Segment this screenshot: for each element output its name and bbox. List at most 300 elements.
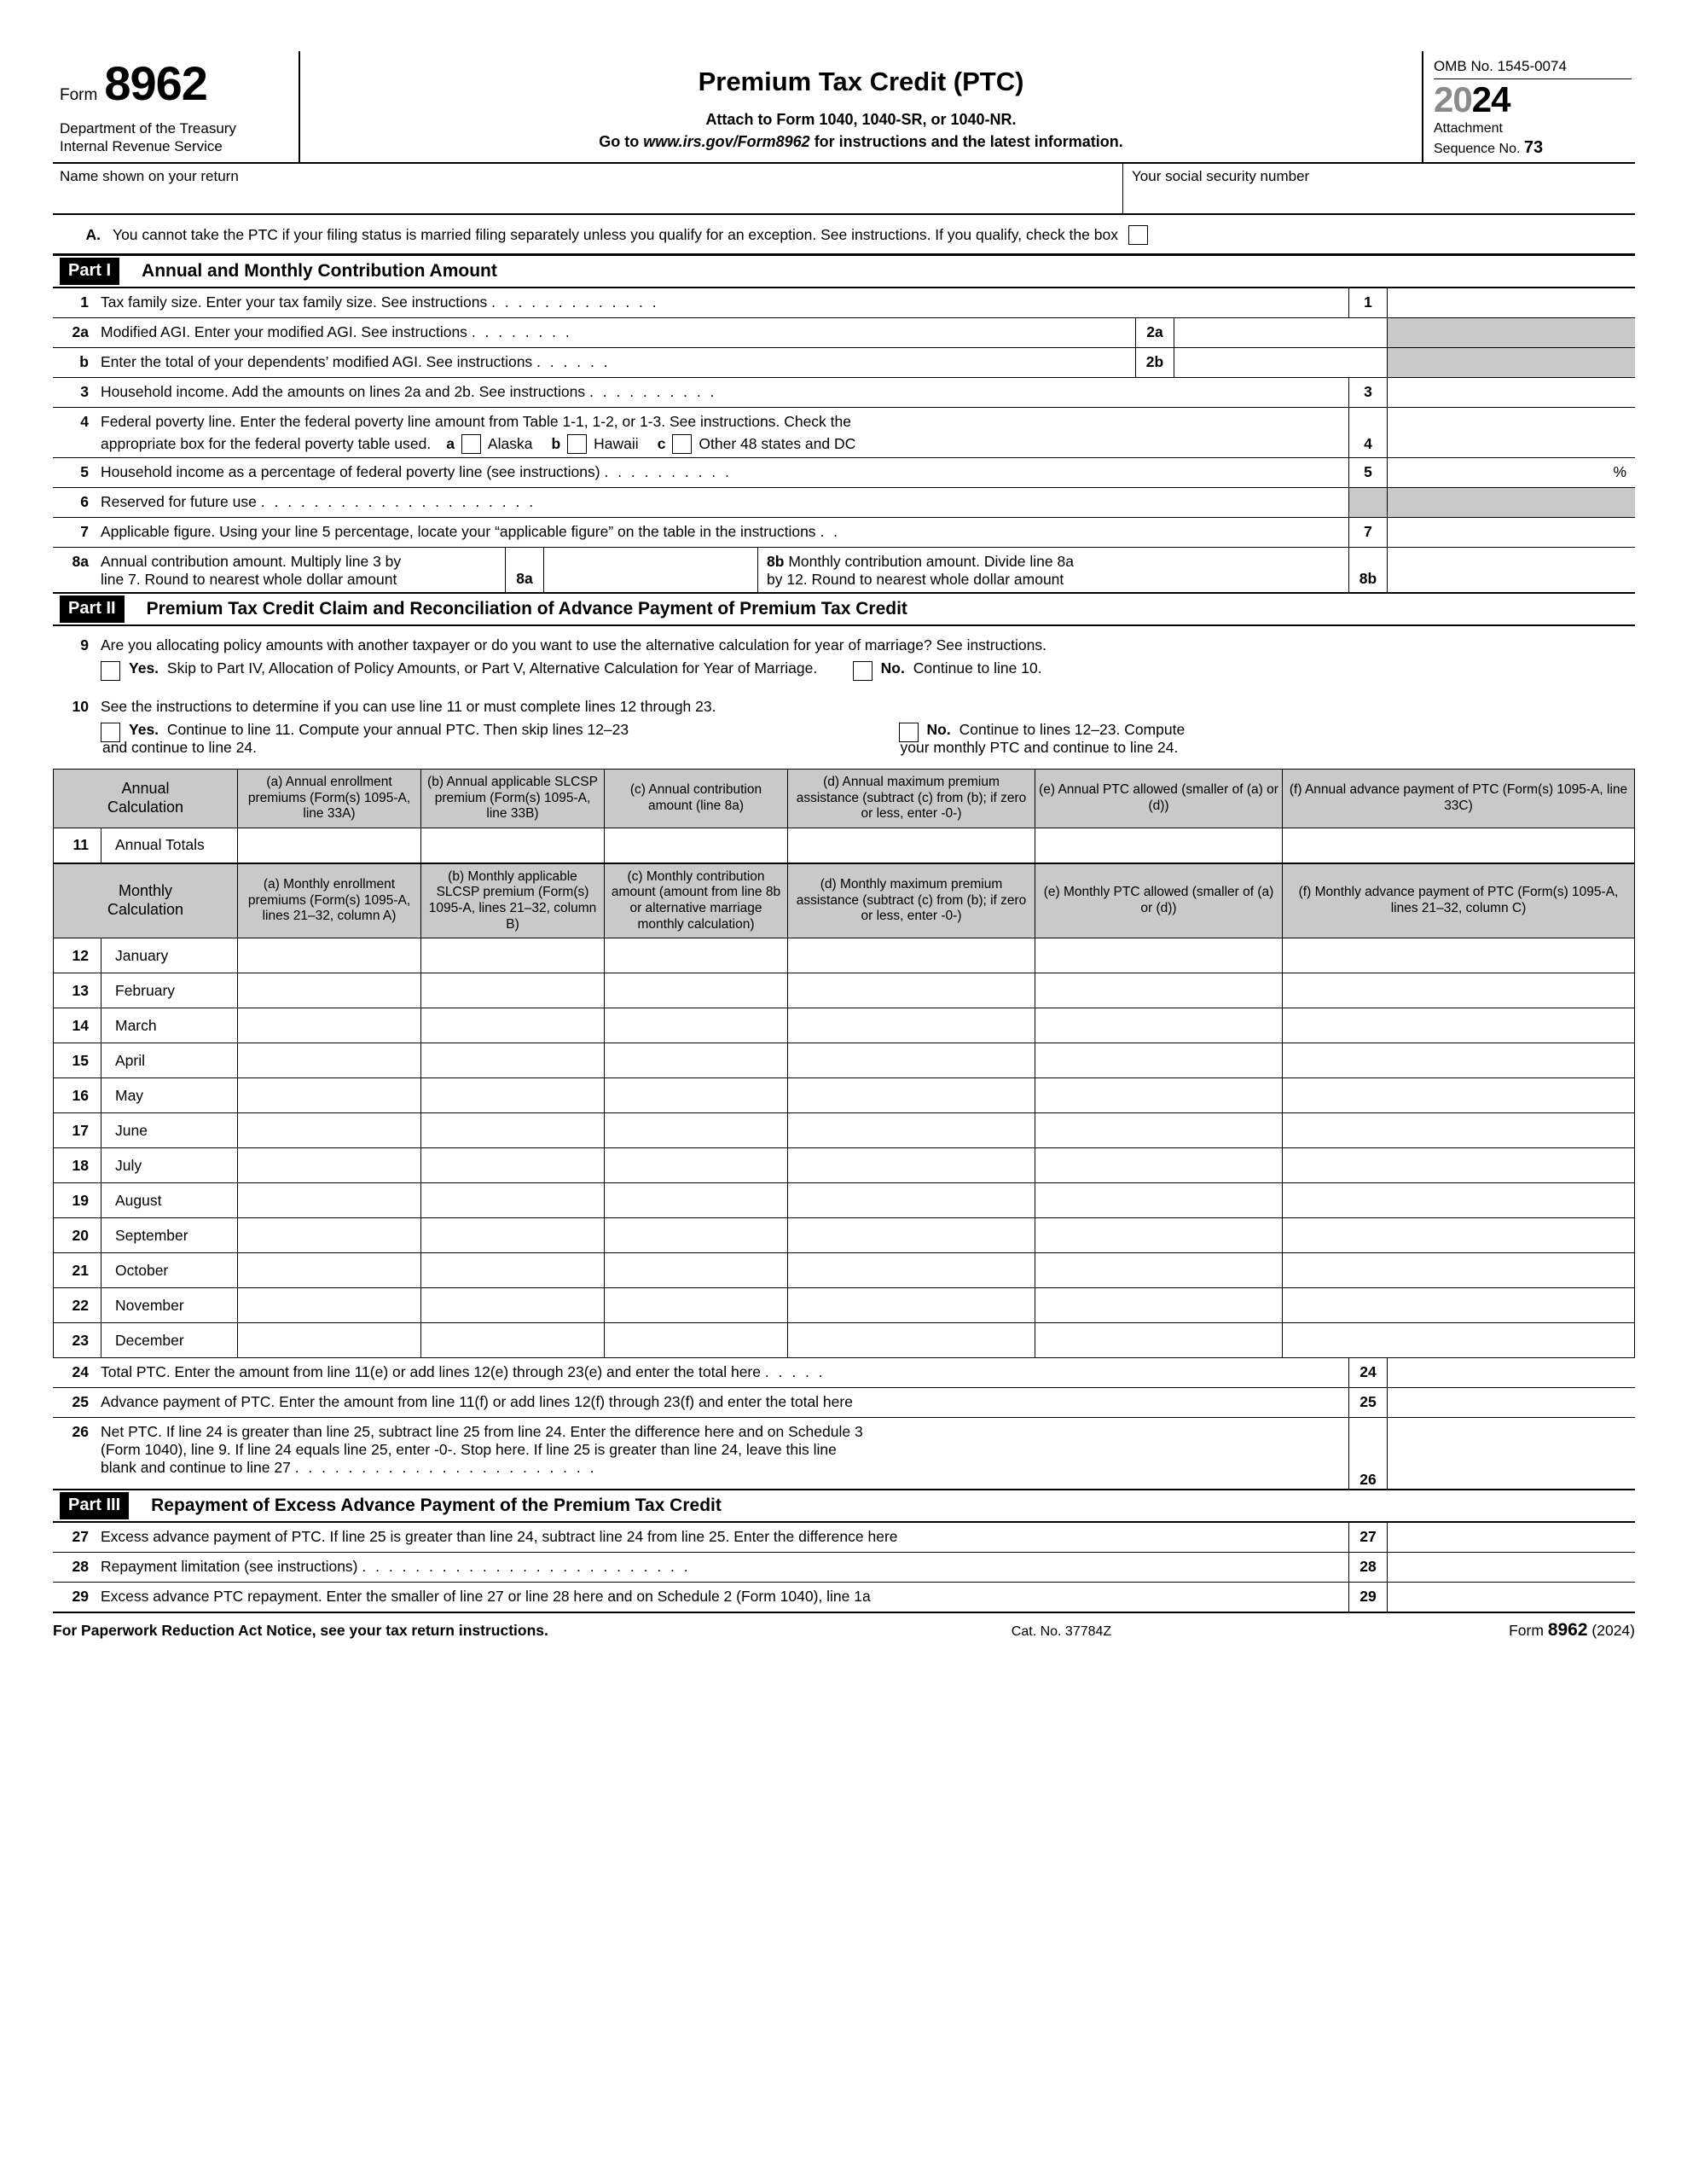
line-25-box-number: 25 bbox=[1348, 1388, 1388, 1417]
header-center bbox=[300, 51, 1422, 162]
month-row-name: June bbox=[101, 1113, 238, 1148]
line-8a-box-number: 8a bbox=[505, 548, 544, 592]
month-cell-c[interactable] bbox=[605, 1043, 788, 1078]
month-cell-b[interactable] bbox=[421, 938, 605, 973]
line-10-yes-label: Yes. bbox=[129, 721, 159, 739]
line-4-amount-field[interactable] bbox=[1388, 408, 1635, 457]
line-3-text bbox=[101, 378, 1348, 407]
month-cell-d[interactable] bbox=[788, 938, 1035, 973]
month-row-name: January bbox=[101, 938, 238, 973]
monthly-col-b: (b) Monthly applicable SLCSP premium (Form(s) 1095-A, lines 21–32, column B) bbox=[421, 863, 605, 938]
line-24-row bbox=[53, 1358, 1635, 1388]
line-2a-number: 2a bbox=[72, 323, 89, 341]
line-8a-text-1: Annual contribution amount. Multiply line 3 by bbox=[101, 553, 402, 571]
line-27-box-number: 27 bbox=[1348, 1523, 1388, 1552]
line-8a-text bbox=[101, 548, 505, 592]
month-cell-b[interactable] bbox=[421, 1078, 605, 1113]
month-cell-f[interactable] bbox=[1283, 1218, 1635, 1253]
month-cell-e[interactable] bbox=[1035, 1183, 1283, 1218]
line-28-amount-field[interactable] bbox=[1388, 1553, 1635, 1582]
month-cell-a[interactable] bbox=[238, 1113, 421, 1148]
line-10-row bbox=[53, 684, 1635, 769]
goto-prefix: Go to bbox=[599, 133, 644, 150]
line-26-text bbox=[101, 1418, 1348, 1489]
table-row bbox=[54, 1323, 1635, 1358]
month-cell-b[interactable] bbox=[421, 1253, 605, 1288]
line-a-checkbox[interactable] bbox=[1128, 225, 1148, 245]
month-row-name: December bbox=[101, 1323, 238, 1358]
line-7-dots: . . bbox=[820, 523, 841, 541]
month-row-name: March bbox=[101, 1008, 238, 1043]
month-cell-f[interactable] bbox=[1283, 1148, 1635, 1183]
line-6-row bbox=[53, 488, 1635, 518]
sequence-label: Sequence No. bbox=[1434, 142, 1521, 157]
month-row-number: 19 bbox=[54, 1183, 101, 1218]
tax-year-prefix: 20 bbox=[1434, 79, 1472, 119]
line-26-number: 26 bbox=[72, 1423, 89, 1441]
line-9-number: 9 bbox=[80, 636, 89, 654]
line-10-no-option[interactable] bbox=[899, 721, 1186, 757]
month-cell-c[interactable] bbox=[605, 973, 788, 1008]
month-cell-f[interactable] bbox=[1283, 938, 1635, 973]
month-cell-e[interactable] bbox=[1035, 1043, 1283, 1078]
line-10-no-label: No. bbox=[926, 721, 951, 739]
line-27-row bbox=[53, 1523, 1635, 1553]
line-10-text bbox=[101, 693, 1635, 760]
name-field[interactable] bbox=[53, 164, 1123, 213]
line-26-text-2: (Form 1040), line 9. If line 24 equals line 25, enter -0-. Stop here. If line 25 is greater than line 24, leave this line bbox=[101, 1441, 837, 1459]
month-cell-a[interactable] bbox=[238, 1043, 421, 1078]
month-cell-e[interactable] bbox=[1035, 1078, 1283, 1113]
line-9-no-option[interactable] bbox=[853, 659, 1042, 681]
line-7-label: Applicable figure. Using your line 5 percentage, locate your “applicable figure” on the table in the instructions bbox=[101, 523, 816, 541]
line-8a-number: 8a bbox=[72, 553, 89, 571]
goto-instruction bbox=[309, 133, 1413, 151]
line-28-text bbox=[101, 1553, 1348, 1582]
line-27-text: Excess advance payment of PTC. If line 25 is greater than line 24, subtract line 24 from line 25. Enter the difference here bbox=[101, 1528, 898, 1546]
line-4-opt-a-text: Alaska bbox=[487, 435, 533, 453]
line-9-yes-text: Skip to Part IV, Allocation of Policy Amounts, or Part V, Alternative Calculation for Year of Marriage. bbox=[166, 659, 818, 677]
month-cell-a[interactable] bbox=[238, 1288, 421, 1323]
line-2a-dots: . . . . . . . . bbox=[471, 323, 572, 341]
month-row-number: 13 bbox=[54, 973, 101, 1008]
line-9-no-label: No. bbox=[880, 659, 905, 677]
catalog-number: Cat. No. 37784Z bbox=[1011, 1624, 1112, 1640]
footer-form-year: (2024) bbox=[1591, 1622, 1635, 1640]
line-26-row bbox=[53, 1418, 1635, 1490]
line-24-box-number: 24 bbox=[1348, 1358, 1388, 1387]
monthly-rows bbox=[54, 938, 1635, 1358]
month-row-name: February bbox=[101, 973, 238, 1008]
line-8a-amount-field[interactable] bbox=[544, 548, 758, 592]
line-5-text bbox=[101, 458, 1348, 487]
monthly-col-a: (a) Monthly enrollment premiums (Form(s) 1095-A, lines 21–32, column A) bbox=[238, 863, 421, 938]
month-cell-c[interactable] bbox=[605, 1078, 788, 1113]
tax-year-suffix: 24 bbox=[1471, 79, 1510, 119]
month-cell-c[interactable] bbox=[605, 1253, 788, 1288]
line-11-label: Annual Totals bbox=[101, 828, 238, 863]
month-cell-a[interactable] bbox=[238, 1183, 421, 1218]
monthly-col-d: (d) Monthly maximum premium assistance (subtract (c) from (b); if zero or less, enter -0-) bbox=[788, 863, 1035, 938]
line-11-cell-f[interactable] bbox=[1283, 828, 1635, 863]
line-7-number: 7 bbox=[80, 523, 89, 541]
month-cell-c[interactable] bbox=[605, 1148, 788, 1183]
month-cell-b[interactable] bbox=[421, 1148, 605, 1183]
line-28-dots: . . . . . . . . . . . . . . . . . . . . . . . . . bbox=[362, 1558, 691, 1576]
line-5-label: Household income as a percentage of federal poverty line (see instructions) bbox=[101, 463, 600, 481]
line-1-amount-field[interactable] bbox=[1388, 288, 1635, 317]
line-3-number: 3 bbox=[80, 383, 89, 401]
month-cell-e[interactable] bbox=[1035, 1148, 1283, 1183]
line-5-box-number: 5 bbox=[1348, 458, 1388, 487]
line-11-cell-e[interactable] bbox=[1035, 828, 1283, 863]
month-cell-a[interactable] bbox=[238, 973, 421, 1008]
month-cell-a[interactable] bbox=[238, 1078, 421, 1113]
line-6-box-shaded bbox=[1348, 488, 1388, 517]
month-cell-b[interactable] bbox=[421, 1288, 605, 1323]
month-row-number: 18 bbox=[54, 1148, 101, 1183]
month-cell-e[interactable] bbox=[1035, 1008, 1283, 1043]
line-28-number: 28 bbox=[72, 1558, 89, 1576]
line-29-box-number: 29 bbox=[1348, 1583, 1388, 1612]
line-1-label: Tax family size. Enter your tax family size. See instructions bbox=[101, 293, 488, 311]
month-cell-f[interactable] bbox=[1283, 1078, 1635, 1113]
line-8b-label: 8b bbox=[767, 553, 785, 571]
month-cell-e[interactable] bbox=[1035, 973, 1283, 1008]
table-row bbox=[54, 1183, 1635, 1218]
month-cell-d[interactable] bbox=[788, 1323, 1035, 1358]
line-5-percent-symbol: % bbox=[1613, 463, 1626, 481]
month-cell-d[interactable] bbox=[788, 1253, 1035, 1288]
line-26-text-3: blank and continue to line 27 bbox=[101, 1459, 291, 1477]
line-2a-text bbox=[101, 318, 1135, 347]
month-cell-d[interactable] bbox=[788, 1113, 1035, 1148]
month-cell-f[interactable] bbox=[1283, 1288, 1635, 1323]
footer-form-id bbox=[1354, 1620, 1635, 1641]
table-row bbox=[54, 1113, 1635, 1148]
annual-col-d: (d) Annual maximum premium assistance (subtract (c) from (b); if zero or less, enter -0-) bbox=[788, 770, 1035, 828]
month-row-name: April bbox=[101, 1043, 238, 1078]
month-cell-d[interactable] bbox=[788, 973, 1035, 1008]
annual-col-e: (e) Annual PTC allowed (smaller of (a) or (d)) bbox=[1035, 770, 1283, 828]
month-cell-c[interactable] bbox=[605, 1183, 788, 1218]
line-3-box-number: 3 bbox=[1348, 378, 1388, 407]
line-1-number: 1 bbox=[80, 293, 89, 311]
line-4-text-1: Federal poverty line. Enter the federal poverty line amount from Table 1-1, 1-2, or 1-3. See instructions. Check the bbox=[101, 413, 851, 431]
month-row-number: 12 bbox=[54, 938, 101, 973]
dept-line-1: Department of the Treasury bbox=[60, 120, 236, 136]
line-4-checkbox-alaska[interactable] bbox=[461, 434, 481, 454]
line-9-text bbox=[101, 631, 1635, 684]
line-7-amount-field[interactable] bbox=[1388, 518, 1635, 547]
tax-year bbox=[1434, 79, 1635, 119]
line-5-dots: . . . . . . . . . . bbox=[604, 463, 732, 481]
line-2b-dots: . . . . . . bbox=[536, 353, 611, 371]
month-row-number: 17 bbox=[54, 1113, 101, 1148]
month-cell-f[interactable] bbox=[1283, 1043, 1635, 1078]
line-24-label: Total PTC. Enter the amount from line 11(e) or add lines 12(e) through 23(e) and enter the total here bbox=[101, 1363, 761, 1381]
month-cell-d[interactable] bbox=[788, 1183, 1035, 1218]
line-26-box-number: 26 bbox=[1348, 1418, 1388, 1489]
sequence-number: 73 bbox=[1523, 138, 1544, 158]
line-2b-number: b bbox=[79, 353, 89, 371]
line-28-box-number: 28 bbox=[1348, 1553, 1388, 1582]
line-3-dots: . . . . . . . . . . bbox=[589, 383, 717, 401]
line-11-cell-a[interactable] bbox=[238, 828, 421, 863]
monthly-calculation-label bbox=[54, 863, 238, 938]
line-27-amount-field[interactable] bbox=[1388, 1523, 1635, 1552]
month-row-number: 15 bbox=[54, 1043, 101, 1078]
line-11-cell-d[interactable] bbox=[788, 828, 1035, 863]
line-24-dots: . . . . . bbox=[764, 1363, 826, 1381]
month-row-number: 23 bbox=[54, 1323, 101, 1358]
month-row-name: August bbox=[101, 1183, 238, 1218]
line-6-text bbox=[101, 488, 1348, 517]
line-6-label: Reserved for future use bbox=[101, 493, 257, 511]
line-24-text bbox=[101, 1358, 1348, 1387]
month-cell-d[interactable] bbox=[788, 1148, 1035, 1183]
line-10-no-text-1: Continue to lines 12–23. Compute bbox=[959, 721, 1186, 739]
line-9-row bbox=[53, 626, 1635, 684]
month-cell-c[interactable] bbox=[605, 1113, 788, 1148]
annual-calculation-label bbox=[54, 770, 238, 828]
monthly-col-e: (e) Monthly PTC allowed (smaller of (a) or (d)) bbox=[1035, 863, 1283, 938]
month-cell-f[interactable] bbox=[1283, 1008, 1635, 1043]
line-25-amount-field[interactable] bbox=[1388, 1388, 1635, 1417]
line-6-dots: . . . . . . . . . . . . . . . . . . . . . bbox=[260, 493, 536, 511]
line-10-yes-text-2: and continue to line 24. bbox=[102, 739, 257, 757]
line-2b-text bbox=[101, 348, 1135, 377]
part-2-tag: Part II bbox=[60, 595, 125, 623]
line-11-cell-c[interactable] bbox=[605, 828, 788, 863]
form-word-label: Form bbox=[60, 86, 98, 104]
attach-instruction: Attach to Form 1040, 1040-SR, or 1040-NR. bbox=[705, 111, 1017, 128]
month-cell-d[interactable] bbox=[788, 1078, 1035, 1113]
line-24-amount-field[interactable] bbox=[1388, 1358, 1635, 1387]
line-11-number: 11 bbox=[54, 828, 101, 863]
line-2b-row bbox=[53, 348, 1635, 378]
attachment-label: Attachment bbox=[1434, 121, 1503, 136]
month-row-number: 16 bbox=[54, 1078, 101, 1113]
line-4-checkbox-other48[interactable] bbox=[672, 434, 692, 454]
line-6-shaded-cell bbox=[1388, 488, 1635, 517]
part-3-title: Repayment of Excess Advance Payment of the Premium Tax Credit bbox=[151, 1496, 722, 1516]
month-cell-f[interactable] bbox=[1283, 1323, 1635, 1358]
month-cell-c[interactable] bbox=[605, 1288, 788, 1323]
line-9-question: Are you allocating policy amounts with another taxpayer or do you want to use the alternative calculation for year of marriage? See instructions. bbox=[101, 636, 1046, 654]
month-cell-e[interactable] bbox=[1035, 1288, 1283, 1323]
line-4-opt-c-label: c bbox=[657, 435, 666, 453]
month-cell-b[interactable] bbox=[421, 1008, 605, 1043]
table-row bbox=[54, 938, 1635, 973]
month-cell-e[interactable] bbox=[1035, 1323, 1283, 1358]
month-row-number: 22 bbox=[54, 1288, 101, 1323]
paperwork-notice: For Paperwork Reduction Act Notice, see your tax return instructions. bbox=[53, 1622, 548, 1640]
line-4-opt-b-text: Hawaii bbox=[594, 435, 639, 453]
header-right bbox=[1422, 51, 1635, 162]
month-cell-a[interactable] bbox=[238, 1323, 421, 1358]
line-25-text: Advance payment of PTC. Enter the amount from line 11(f) or add lines 12(f) through 23(f) and enter the total here bbox=[101, 1393, 853, 1411]
line-3-label: Household income. Add the amounts on lines 2a and 2b. See instructions bbox=[101, 383, 586, 401]
line-7-row bbox=[53, 518, 1635, 548]
month-row-name: November bbox=[101, 1288, 238, 1323]
line-2a-amount-field[interactable] bbox=[1174, 318, 1388, 347]
line-25-number: 25 bbox=[72, 1393, 89, 1411]
line-4-opt-b-label: b bbox=[551, 435, 561, 453]
line-28-row bbox=[53, 1553, 1635, 1583]
month-cell-b[interactable] bbox=[421, 1183, 605, 1218]
month-cell-f[interactable] bbox=[1283, 1183, 1635, 1218]
part-2-bar bbox=[53, 594, 1635, 626]
line-10-yes-text-1: Continue to line 11. Compute your annual PTC. Then skip lines 12–23 bbox=[166, 721, 629, 739]
line-8b-box-number: 8b bbox=[1348, 548, 1388, 592]
month-cell-a[interactable] bbox=[238, 1218, 421, 1253]
line-8b-amount-field[interactable] bbox=[1388, 548, 1635, 592]
goto-suffix: for instructions and the latest information. bbox=[809, 133, 1123, 150]
table-row bbox=[54, 1148, 1635, 1183]
annual-header-row bbox=[54, 770, 1635, 828]
part-3-bar bbox=[53, 1490, 1635, 1523]
month-cell-d[interactable] bbox=[788, 1288, 1035, 1323]
line-10-yes-option[interactable] bbox=[101, 721, 865, 757]
line-28-label: Repayment limitation (see instructions) bbox=[101, 1558, 358, 1576]
line-a-text: You cannot take the PTC if your filing status is married filing separately unless you qualify for an exception. See instructions. If you qualify, check the box bbox=[113, 226, 1118, 244]
table-row bbox=[54, 973, 1635, 1008]
month-row-number: 14 bbox=[54, 1008, 101, 1043]
ssn-field[interactable] bbox=[1123, 164, 1635, 213]
month-cell-b[interactable] bbox=[421, 1113, 605, 1148]
line-10-no-text-2: your monthly PTC and continue to line 24. bbox=[900, 739, 1179, 757]
line-29-amount-field[interactable] bbox=[1388, 1583, 1635, 1612]
part-1-tag: Part I bbox=[60, 258, 119, 285]
month-row-name: September bbox=[101, 1218, 238, 1253]
month-cell-b[interactable] bbox=[421, 973, 605, 1008]
annual-totals-row bbox=[54, 828, 1635, 863]
part-1-title: Annual and Monthly Contribution Amount bbox=[142, 261, 497, 282]
line-8b-text-2: by 12. Round to nearest whole dollar amount bbox=[767, 571, 1064, 589]
month-row-number: 21 bbox=[54, 1253, 101, 1288]
month-cell-d[interactable] bbox=[788, 1008, 1035, 1043]
month-cell-a[interactable] bbox=[238, 1008, 421, 1043]
line-8b-text bbox=[758, 548, 1348, 592]
annual-col-f: (f) Annual advance payment of PTC (Form(s) 1095-A, line 33C) bbox=[1283, 770, 1635, 828]
month-cell-e[interactable] bbox=[1035, 938, 1283, 973]
line-2b-label: Enter the total of your dependents’ modified AGI. See instructions bbox=[101, 353, 533, 371]
header-left bbox=[53, 51, 300, 162]
month-row-name: May bbox=[101, 1078, 238, 1113]
name-ssn-row bbox=[53, 164, 1635, 215]
month-cell-b[interactable] bbox=[421, 1323, 605, 1358]
line-4-checkbox-hawaii[interactable] bbox=[567, 434, 587, 454]
month-cell-c[interactable] bbox=[605, 1008, 788, 1043]
line-4-text-2: appropriate box for the federal poverty table used. bbox=[101, 435, 432, 453]
line-1-text bbox=[101, 288, 1348, 317]
line-2a-row bbox=[53, 318, 1635, 348]
month-cell-c[interactable] bbox=[605, 1218, 788, 1253]
line-5-number: 5 bbox=[80, 463, 89, 481]
month-cell-d[interactable] bbox=[788, 1218, 1035, 1253]
line-26-text-1: Net PTC. If line 24 is greater than line 25, subtract line 25 from line 24. Enter the difference here and on Schedule 3 bbox=[101, 1423, 863, 1441]
irs-url: www.irs.gov/Form8962 bbox=[643, 133, 810, 150]
line-26-amount-field[interactable] bbox=[1388, 1418, 1635, 1489]
line-3-amount-field[interactable] bbox=[1388, 378, 1635, 407]
month-cell-a[interactable] bbox=[238, 1148, 421, 1183]
monthly-label-1: Monthly bbox=[118, 882, 173, 900]
line-6-number: 6 bbox=[80, 493, 89, 511]
annual-label-1: Annual bbox=[121, 780, 170, 798]
footer-form-number: 8962 bbox=[1547, 1620, 1588, 1641]
month-cell-e[interactable] bbox=[1035, 1218, 1283, 1253]
line-9-no-checkbox[interactable] bbox=[853, 661, 872, 681]
line-9-yes-checkbox[interactable] bbox=[101, 661, 120, 681]
monthly-calculation-table bbox=[53, 863, 1635, 1358]
month-cell-b[interactable] bbox=[421, 1043, 605, 1078]
line-10-number: 10 bbox=[72, 698, 89, 716]
omb-number: OMB No. 1545-0074 bbox=[1434, 58, 1632, 79]
line-8b-text-1: Monthly contribution amount. Divide line 8a bbox=[788, 553, 1074, 571]
annual-col-c: (c) Annual contribution amount (line 8a) bbox=[605, 770, 788, 828]
month-cell-c[interactable] bbox=[605, 938, 788, 973]
line-5-amount-field[interactable] bbox=[1388, 458, 1635, 487]
table-row bbox=[54, 1008, 1635, 1043]
annual-col-a: (a) Annual enrollment premiums (Form(s) 1095-A, line 33A) bbox=[238, 770, 421, 828]
month-cell-f[interactable] bbox=[1283, 973, 1635, 1008]
table-row bbox=[54, 1078, 1635, 1113]
monthly-header-row bbox=[54, 863, 1635, 938]
month-cell-f[interactable] bbox=[1283, 1253, 1635, 1288]
line-5-row bbox=[53, 458, 1635, 488]
monthly-label-2: Calculation bbox=[107, 901, 184, 919]
month-cell-c[interactable] bbox=[605, 1323, 788, 1358]
table-row bbox=[54, 1288, 1635, 1323]
line-25-row bbox=[53, 1388, 1635, 1418]
line-4-box-number: 4 bbox=[1348, 408, 1388, 457]
table-row bbox=[54, 1218, 1635, 1253]
month-cell-e[interactable] bbox=[1035, 1113, 1283, 1148]
name-label: Name shown on your return bbox=[60, 168, 239, 185]
monthly-col-f: (f) Monthly advance payment of PTC (Form(s) 1095-A, lines 21–32, column C) bbox=[1283, 863, 1635, 938]
line-8a-text-2: line 7. Round to nearest whole dollar amount bbox=[101, 571, 397, 589]
footer-form-word: Form bbox=[1509, 1622, 1544, 1640]
line-9-yes-option[interactable] bbox=[101, 659, 834, 681]
month-cell-b[interactable] bbox=[421, 1218, 605, 1253]
form-title: Premium Tax Credit (PTC) bbox=[698, 67, 1024, 96]
form-number: 8962 bbox=[104, 56, 207, 110]
monthly-col-c: (c) Monthly contribution amount (amount from line 8b or alternative marriage monthly calculation) bbox=[605, 863, 788, 938]
line-4-opt-c-text: Other 48 states and DC bbox=[699, 435, 856, 453]
month-cell-f[interactable] bbox=[1283, 1113, 1635, 1148]
form-footer bbox=[53, 1613, 1635, 1641]
month-cell-a[interactable] bbox=[238, 938, 421, 973]
month-cell-d[interactable] bbox=[788, 1043, 1035, 1078]
line-4-text bbox=[101, 408, 1348, 457]
line-9-yes-label: Yes. bbox=[129, 659, 159, 677]
month-cell-e[interactable] bbox=[1035, 1253, 1283, 1288]
line-11-cell-b[interactable] bbox=[421, 828, 605, 863]
month-cell-a[interactable] bbox=[238, 1253, 421, 1288]
dept-line-2: Internal Revenue Service bbox=[60, 138, 223, 155]
line-9-no-text: Continue to line 10. bbox=[913, 659, 1042, 677]
part-3-tag: Part III bbox=[60, 1492, 129, 1519]
line-8-row bbox=[53, 548, 1635, 594]
month-row-name: July bbox=[101, 1148, 238, 1183]
attachment-sequence bbox=[1434, 120, 1635, 159]
line-2b-shaded-cell bbox=[1388, 348, 1635, 377]
line-7-box-number: 7 bbox=[1348, 518, 1388, 547]
ssn-label: Your social security number bbox=[1132, 168, 1310, 185]
line-29-row bbox=[53, 1583, 1635, 1613]
line-2b-amount-field[interactable] bbox=[1174, 348, 1388, 377]
